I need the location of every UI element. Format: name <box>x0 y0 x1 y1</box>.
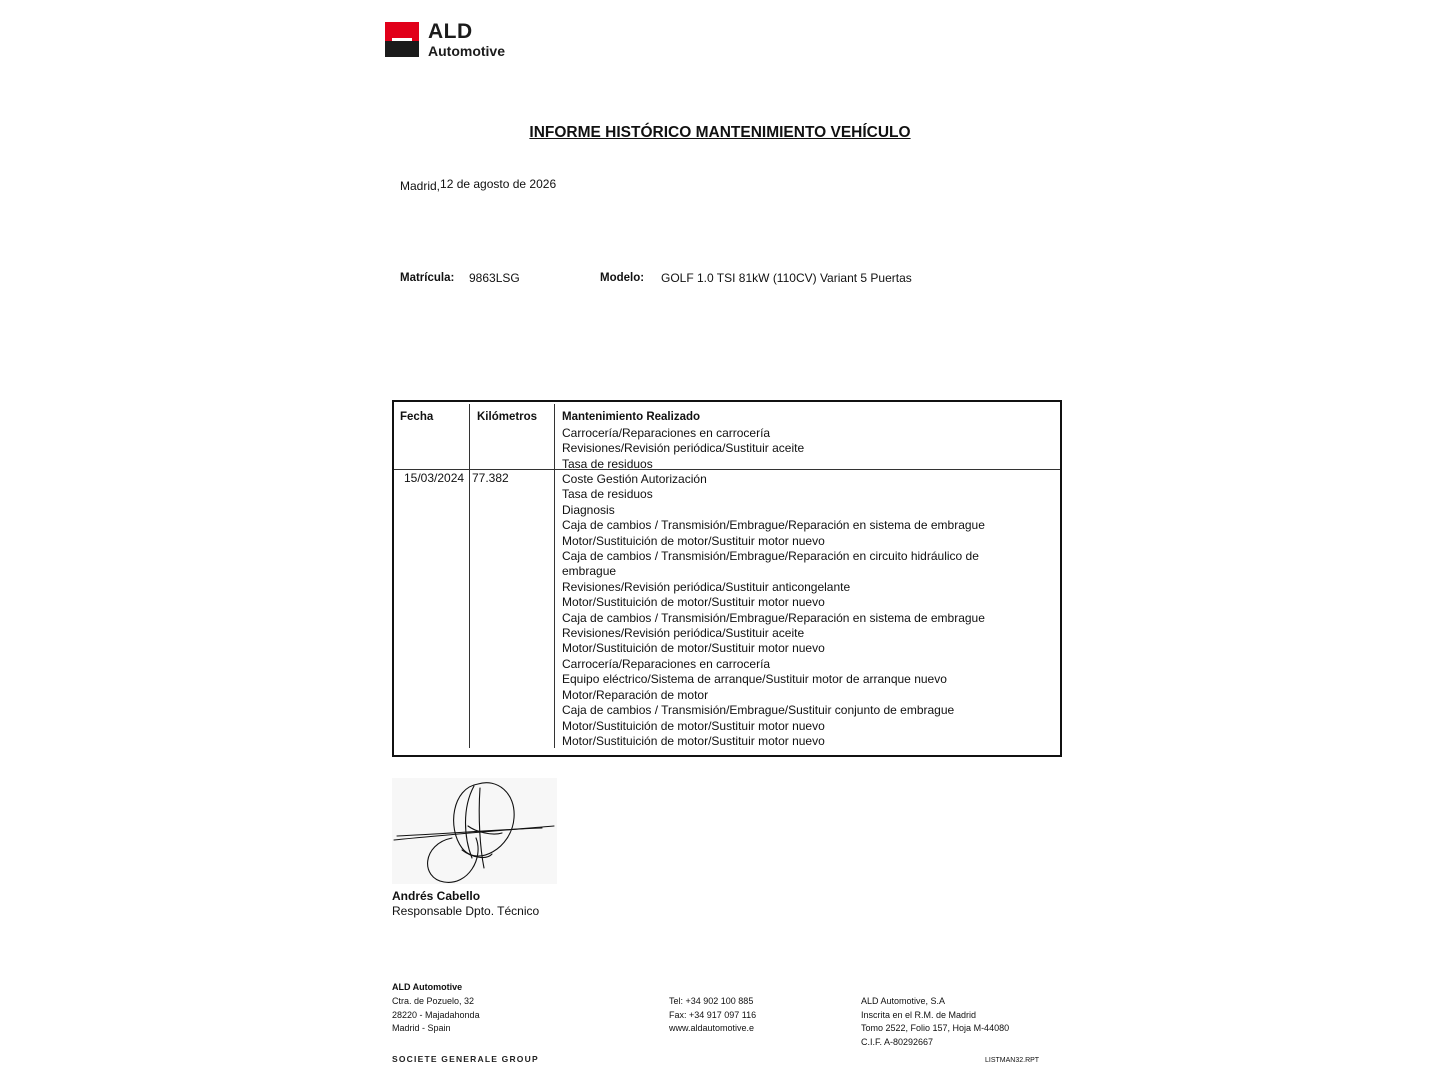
footer-fax: Fax: +34 917 097 116 <box>669 1009 757 1020</box>
signature-scribble-icon <box>392 778 557 884</box>
header-mantenimiento: Mantenimiento Realizado <box>562 411 701 423</box>
list-item: embrague <box>562 564 617 579</box>
list-item: Revisiones/Revisión periódica/Sustituir aceite <box>562 626 805 641</box>
footer-phone: Tel: +34 902 100 885 <box>669 996 754 1006</box>
footer-registry-line: Inscrita en el R.M. de Madrid <box>861 1009 977 1020</box>
plate-value: 9863LSG <box>469 271 520 285</box>
logo-mark-icon <box>385 22 419 57</box>
plate-label: Matrícula: <box>400 272 455 284</box>
list-item: Revisiones/Revisión periódica/Sustituir anticongelante <box>562 579 851 594</box>
maintenance-table <box>392 400 1062 757</box>
list-item: Motor/Sustituición de motor/Sustituir motor nuevo <box>562 733 825 748</box>
societe-generale-group: SOCIETE GENERALE GROUP <box>392 1054 539 1064</box>
date-value: 12 de agosto de 2026 <box>440 177 557 191</box>
logo-text-ald: ALD <box>428 20 473 43</box>
signature-image <box>392 778 557 884</box>
header-kilometros: Kilómetros <box>477 411 538 423</box>
list-item: Caja de cambios / Transmisión/Embrague/Reparación en circuito hidráulico de <box>562 549 979 564</box>
list-item: Motor/Sustituición de motor/Sustituir motor nuevo <box>562 641 825 656</box>
footer-registry <box>861 995 1009 1049</box>
footer-address-line: Madrid - Spain <box>392 1023 451 1034</box>
header-fecha: Fecha <box>400 411 434 423</box>
footer-registry-line: ALD Automotive, S.A <box>861 996 946 1006</box>
date-line <box>400 177 556 191</box>
list-item: Motor/Sustituición de motor/Sustituir motor nuevo <box>562 533 825 548</box>
footer-registry-line: C.I.F. A-80292667 <box>861 1036 934 1047</box>
footer-registry-line: Tomo 2522, Folio 157, Hoja M-44080 <box>861 1023 1010 1034</box>
footer-address-line: 28220 - Majadahonda <box>392 1009 480 1020</box>
list-item: Carrocería/Reparaciones en carrocería <box>562 656 771 671</box>
header-maintenance-list <box>562 426 804 472</box>
list-item: Motor/Reparación de motor <box>562 687 709 702</box>
document-title: INFORME HISTÓRICO MANTENIMIENTO VEHÍCULO <box>529 124 911 141</box>
list-item: Coste Gestión Autorización <box>562 472 707 486</box>
list-item: Caja de cambios / Transmisión/Embrague/Reparación en sistema de embrague <box>562 518 985 533</box>
list-item: Tasa de residuos <box>562 487 653 502</box>
footer-address <box>392 995 480 1036</box>
row-maintenance-list <box>562 472 1002 749</box>
footer-contact <box>669 995 756 1036</box>
footer-company: ALD Automotive <box>392 982 463 992</box>
column-divider <box>469 404 470 748</box>
list-item: Diagnosis <box>562 502 615 517</box>
footer-website: www.aldautomotive.e <box>669 1023 755 1034</box>
list-item: Motor/Sustituición de motor/Sustituir motor nuevo <box>562 718 825 733</box>
list-item: Caja de cambios / Transmisión/Embrague/Sustituir conjunto de embrague <box>562 703 955 718</box>
list-item: Carrocería/Reparaciones en carrocería <box>562 426 771 440</box>
column-divider <box>554 404 555 748</box>
date-place: Madrid, <box>400 179 441 193</box>
list-item: Revisiones/Revisión periódica/Sustituir aceite <box>562 441 805 456</box>
list-item: Caja de cambios / Transmisión/Embrague/Reparación en sistema de embrague <box>562 610 985 625</box>
row-date: 15/03/2024 <box>404 471 465 485</box>
signer-name: Andrés Cabello <box>392 889 481 903</box>
model-label: Modelo: <box>600 272 645 284</box>
row-km: 77.382 <box>472 471 509 485</box>
report-code: LISTMAN32.RPT <box>985 1057 1040 1064</box>
signer-role: Responsable Dpto. Técnico <box>392 904 540 918</box>
list-item: Tasa de residuos <box>562 456 653 471</box>
model-value: GOLF 1.0 TSI 81kW (110CV) Variant 5 Puertas <box>661 271 912 285</box>
logo-text-automotive: Automotive <box>428 43 505 59</box>
list-item: Motor/Sustituición de motor/Sustituir motor nuevo <box>562 595 825 610</box>
footer-address-line: Ctra. de Pozuelo, 32 <box>392 996 475 1006</box>
ald-automotive-logo <box>385 22 513 60</box>
list-item: Equipo eléctrico/Sistema de arranque/Sustituir motor de arranque nuevo <box>562 672 947 687</box>
